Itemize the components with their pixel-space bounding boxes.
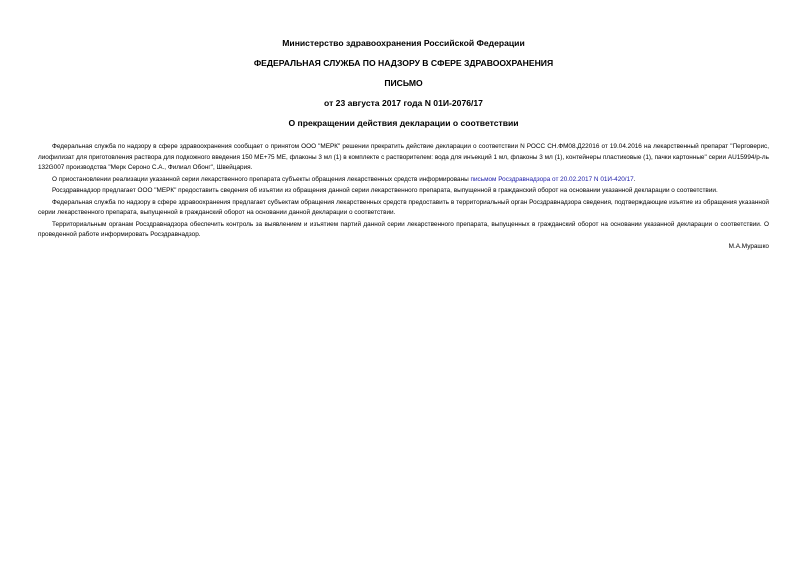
paragraph-4: Федеральная служба по надзору в сфере здравоохранения предлагает субъектам обращения лекарственных средств предоставить в территориальный орган Росздравнадзора сведения, подтверждающие изъятие из обращения указанной серии лекарственного препарата, выпущенной в гражданский оборот на основании данной декларации о соответствии.: [38, 198, 769, 216]
paragraph-3: Росздравнадзор предлагает ООО "МЕРК" предоставить сведения об изъятии из обращения данной серии лекарственного препарата, выпущенной в гражданский оборот на основании указанной декларации о соответствии.: [52, 187, 718, 194]
date-number-heading: от 23 августа 2017 года N 01И-2076/17: [324, 98, 483, 108]
ministry-heading: Министерство здравоохранения Российской Федерации: [282, 38, 525, 48]
paragraph-2-end: .: [633, 175, 636, 183]
paragraph-1: Федеральная служба по надзору в сфере здравоохранения сообщает о принятом ООО "МЕРК" решении прекратить действие декларации о соответствии N РОСС CH.ФМ08.Д22016 от 19.04.2016 на лекарственный препарат "Перговерис, лиофилизат для приготовления раствора для подкожного введения 150 МЕ+75 МЕ, флаконы 3 мл (1) в комплекте с растворителем: вода для инъекций 1 мл, флаконы 3 мл (1), контейнеры пластиковые (1), пачки картонные" серии AU15994/р-ль 132G007 производства "Мерк Сероно С.А., Филиал Обонг", Швейцария.: [38, 143, 769, 171]
document-page: [38, 30, 769, 252]
reference-letter-link[interactable]: письмом Росздравнадзора от 20.02.2017 N 01И-420/17: [470, 175, 634, 183]
paragraph-5: Территориальным органам Росздравнадзора обеспечить контроль за выявлением и изъятием партий данной серии лекарственного препарата, выпущенных в гражданский оборот на основании указанной декларации о соответствии. О проведенной работе информировать Росздравнадзор.: [38, 220, 769, 238]
subject-heading: О прекращении действия декларации о соответствии: [288, 118, 519, 128]
letter-body: [38, 142, 769, 241]
doc-type-heading: ПИСЬМО: [384, 78, 423, 88]
paragraph-2-text: О приостановлении реализации указанной серии лекарственного препарата субъекты обращения лекарственных средств информированы: [52, 175, 471, 183]
signature: М.А.Мурашко: [728, 242, 769, 250]
service-heading: ФЕДЕРАЛЬНАЯ СЛУЖБА ПО НАДЗОРУ В СФЕРЕ ЗДРАВООХРАНЕНИЯ: [253, 58, 554, 68]
paragraph-2: [38, 175, 769, 186]
